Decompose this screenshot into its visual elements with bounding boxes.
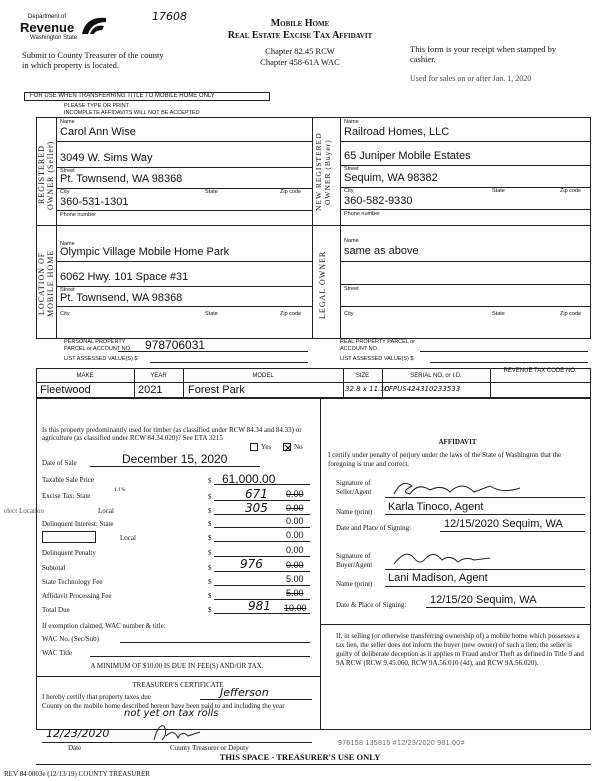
local-label: Local — [98, 507, 114, 515]
buyer-date-label: Date & Place of Signing: — [336, 601, 407, 609]
tech-fee-value: 5.00 — [286, 574, 304, 584]
treasurer-year-hand: not yet on tax rolls — [124, 708, 219, 719]
col-make: MAKE — [76, 373, 94, 379]
cell-size: 32.8 x 11.10 — [345, 385, 390, 393]
location-state-label: State — [205, 311, 218, 317]
seller-address: 3049 W. Sims Way — [60, 152, 153, 164]
cell-serial: CFPUS424310233533 — [384, 385, 461, 393]
processing-fee-value: 5.00 — [286, 588, 304, 598]
treasurer-date-label: Date — [68, 744, 82, 752]
buyer-address: 65 Juniper Mobile Estates — [344, 150, 471, 162]
excise-state-hand: 671 — [245, 487, 268, 501]
chapter-wac: Chapter 458-61A WAC — [260, 57, 340, 67]
buyer-zip-label: Zip code — [560, 188, 582, 194]
location-zip-label: Zip code — [280, 311, 302, 317]
seller-section-label: REGISTERED OWNER (Seller) — [37, 140, 55, 210]
treasurer-cert-line1: I hereby certify that property taxes due — [42, 693, 151, 701]
real-parcel-label: REAL PROPERTY PARCEL or ACCOUNT NO. — [340, 339, 416, 352]
logo-dept-state: Washington State — [30, 35, 78, 41]
taxable-dollar: $ — [208, 477, 212, 485]
legal-owner-name-label: Name — [344, 238, 359, 244]
seller-street-label: Street — [60, 168, 75, 174]
exemption-label: If exemption claimed, WAC number & title: — [42, 622, 166, 630]
affidavit-certify: I certify under penalty of perjury under the laws of the State of Washington that the foregoing is true and correct. — [328, 451, 562, 468]
treasurer-deputy-label: County Treasurer or Deputy — [170, 744, 249, 752]
subtotal-print: 0.00 — [286, 560, 304, 570]
seller-name-label: Name — [60, 119, 75, 125]
delinquent-local-value: 0.00 — [286, 530, 304, 540]
buyer-signature — [390, 546, 500, 570]
buyer-city-label: City — [344, 188, 354, 194]
buyer-street-label: Street — [344, 166, 359, 172]
col-serial: SERIAL NO. or I.D. — [410, 373, 462, 379]
used-for-note: Used for sales on or after Jan. 1, 2020 — [410, 74, 532, 83]
processing-fee-dollar: $ — [208, 592, 212, 600]
buyer-name-label: Name — [344, 119, 359, 125]
handwritten-file-number: 17608 — [152, 10, 187, 23]
subtotal-label: Subtotal — [42, 564, 66, 572]
seller-zip-label: Zip code — [280, 189, 302, 195]
treasurer-county-hand: Jefferson — [220, 686, 269, 699]
buyer-phone: 360-582-9330 — [344, 195, 413, 207]
treasurer-use-only: THIS SPACE - TREASURER'S USE ONLY — [219, 752, 381, 762]
subtotal-dollar: $ — [208, 564, 212, 572]
date-of-sale-value: December 15, 2020 — [122, 452, 228, 466]
penalty-value: 0.00 — [286, 545, 304, 555]
total-due-label: Total Due — [42, 606, 70, 614]
buyer-signature-label: Signature of Buyer/Agent — [336, 552, 373, 569]
chapter-rcw: Chapter 82.45 RCW — [265, 46, 335, 56]
seller-city-label: City — [60, 189, 70, 195]
personal-assessed-label: LIST ASSESSED VALUE(S) $ — [64, 356, 138, 362]
tech-fee-label: State Technology Fee — [42, 578, 103, 586]
seller-name: Carol Ann Wise — [60, 126, 136, 138]
local-side-label: elect Location — [4, 507, 44, 515]
seller-city-state-zip: Pt. Townsend, WA 98368 — [60, 173, 183, 185]
treasurer-signature — [150, 720, 210, 744]
total-due-dollar: $ — [208, 606, 212, 614]
local-dollar: $ — [208, 507, 212, 515]
legal-owner-street-label: Street — [344, 286, 359, 292]
personal-parcel-value: 978706031 — [145, 338, 206, 352]
cashier-stamp: 976158 135815 #12/23/2020 981.00# — [338, 740, 465, 747]
cell-model: Forest Park — [188, 384, 245, 396]
seller-name-print-label: Name (print) — [336, 508, 373, 516]
treasurer-cert-line2: County on the mobile home described hereon have been paid to and including the year — [42, 702, 285, 710]
minimum-note: A MINIMUM OF $10.00 IS DUE IN FEE(S) AND/OR TAX. — [90, 662, 264, 670]
excise-state-print: 0.00 — [286, 489, 304, 499]
wac-title-label: WAC Title — [42, 649, 73, 657]
buyer-name-print-label: Name (print) — [336, 580, 373, 588]
total-due-hand: 981 — [248, 599, 271, 613]
buyer-phone-label: Phone number — [344, 211, 381, 217]
tech-fee-dollar: $ — [208, 578, 212, 586]
logo-dept-prefix: Department of — [28, 14, 67, 20]
timber-yes-checkbox[interactable] — [250, 443, 258, 451]
excise-state-label: Excise Tax: State — [42, 492, 91, 500]
total-due-print: 10.00 — [284, 603, 307, 613]
legal-owner-state-label: State — [492, 311, 505, 317]
transfer-notice: FOR USE WHEN TRANSFERRING TITLE TO MOBILE HOME ONLY — [30, 93, 215, 99]
revenue-swoosh-icon — [80, 14, 108, 36]
treasurer-date-hand: 12/23/2020 — [46, 727, 110, 740]
location-address: 6062 Hwy. 101 Space #31 — [60, 271, 189, 283]
location-name-label: Name — [60, 241, 75, 247]
location-city-state-zip: Pt. Townsend, WA 98368 — [60, 292, 183, 304]
seller-phone: 360-531-1301 — [60, 196, 129, 208]
seller-phone-label: Phone number — [60, 212, 97, 218]
subtotal-hand: 976 — [240, 557, 263, 571]
fraud-note: If, in selling (or otherwise transferring ownership of) a mobile home which possesses a tax lien, the seller does not inform the buyer (new owner) of such a lien, the seller is guilty of deliberate deception as it applies to Fraud and/or Theft as defined in Title 9 and 9A RCW (RCW 9.45.060, RCW 9A.56.010 (4d), and RCW 9A.56.020). — [336, 632, 584, 667]
buyer-city-state-zip: Sequim, WA 98382 — [344, 172, 438, 184]
delinquent-local-dollar: $ — [208, 534, 212, 542]
seller-state-label: State — [205, 189, 218, 195]
treasurer-cert-title: TREASURER'S CERTIFICATE — [132, 681, 224, 689]
seller-name-print: Karla Tinoco, Agent — [388, 501, 484, 513]
taxable-price-value: 61,000.00 — [222, 472, 276, 486]
timber-no-checkbox[interactable] — [283, 443, 291, 451]
buyer-name-print: Lani Madison, Agent — [388, 572, 488, 584]
form-title-line1: Mobile Home — [270, 18, 330, 29]
col-year: YEAR — [150, 373, 167, 379]
dor-logo — [20, 14, 110, 50]
logo-dept-name: Revenue — [20, 20, 75, 35]
local-hand: 305 — [245, 501, 268, 515]
buyer-name: Railroad Homes, LLC — [344, 126, 450, 138]
excise-state-dollar: $ — [208, 493, 212, 501]
seller-signature-label: Signature of Seller/Agent — [336, 479, 372, 496]
seller-date-label: Date and Place of Signing: — [336, 524, 412, 532]
delinquent-local-entry[interactable] — [42, 531, 96, 543]
form-number: REV 84 0003e (12/13/19) COUNTY TREASURER — [4, 770, 150, 778]
wac-no-label: WAC No. (Sec/Sub) — [42, 635, 99, 643]
col-size: SIZE — [355, 373, 370, 379]
penalty-dollar: $ — [208, 549, 212, 557]
real-assessed-label: LIST ASSESSED VALUE(S) $ — [340, 356, 414, 362]
timber-yes-label: Yes — [261, 443, 272, 451]
legal-owner-section-label: LEGAL OWNER — [318, 250, 327, 320]
type-print-notice: PLEASE TYPE OR PRINT — [64, 103, 130, 109]
legal-owner-zip-label: Zip code — [560, 311, 582, 317]
taxable-price-label: Taxable Sale Price — [42, 476, 94, 484]
col-revenue-code: REVENUE TAX CODE NO. — [503, 368, 577, 374]
buyer-section-label: NEW REGISTERED OWNER (Buyer) — [314, 132, 332, 212]
personal-parcel-label: PERSONAL PROPERTY PARCEL or ACCOUNT NO. — [64, 339, 132, 352]
check-x-icon — [284, 444, 292, 452]
form-title-line2: Real Estate Excise Tax Affidavit — [227, 30, 373, 41]
delinquent-state-value: 0.00 — [286, 516, 304, 526]
legal-owner-name: same as above — [344, 245, 419, 257]
penalty-label: Delinquent Penalty — [42, 549, 96, 557]
buyer-state-label: State — [492, 188, 505, 194]
delinquent-interest-label: Delinquent Interest: State — [42, 520, 114, 528]
location-city-label: City — [60, 311, 70, 317]
buyer-date-place: 12/15/20 Sequim, WA — [430, 594, 537, 606]
location-street-label: Street — [60, 287, 75, 293]
submit-note: Submit to County Treasurer of the county in which property is located. — [22, 50, 164, 70]
delinquent-local-label: Local — [120, 534, 136, 542]
timber-question: Is this property predominantly used for timber (as classified under RCW 84.34 and 84.33) or agriculture (as classified under RCW 84.34.020)? See ETA 3215 — [42, 426, 302, 442]
col-model: MODEL — [252, 373, 274, 379]
affidavit-title: AFFIDAVIT — [438, 438, 477, 446]
processing-fee-label: Affidavit Processing Fee — [42, 592, 112, 600]
local-print: 0.00 — [286, 503, 304, 513]
incomplete-notice: INCOMPLETE AFFIDAVITS WILL NOT BE ACCEPTED — [64, 110, 200, 116]
cell-make: Fleetwood — [40, 384, 91, 396]
excise-state-rate: 1.1% — [114, 487, 126, 493]
date-of-sale-label: Date of Sale — [42, 459, 77, 467]
seller-date-place: 12/15/2020 Sequim, WA — [444, 518, 563, 530]
legal-owner-city-label: City — [344, 311, 354, 317]
delinquent-state-dollar: $ — [208, 520, 212, 528]
cell-year: 2021 — [138, 384, 163, 396]
receipt-note: This form is your receipt when stamped by cashier. — [410, 44, 557, 64]
location-section-label: LOCATION OF MOBILE HOME — [37, 249, 55, 317]
timber-no-label: No — [294, 443, 303, 451]
location-name: Olympic Village Mobile Home Park — [60, 246, 230, 258]
